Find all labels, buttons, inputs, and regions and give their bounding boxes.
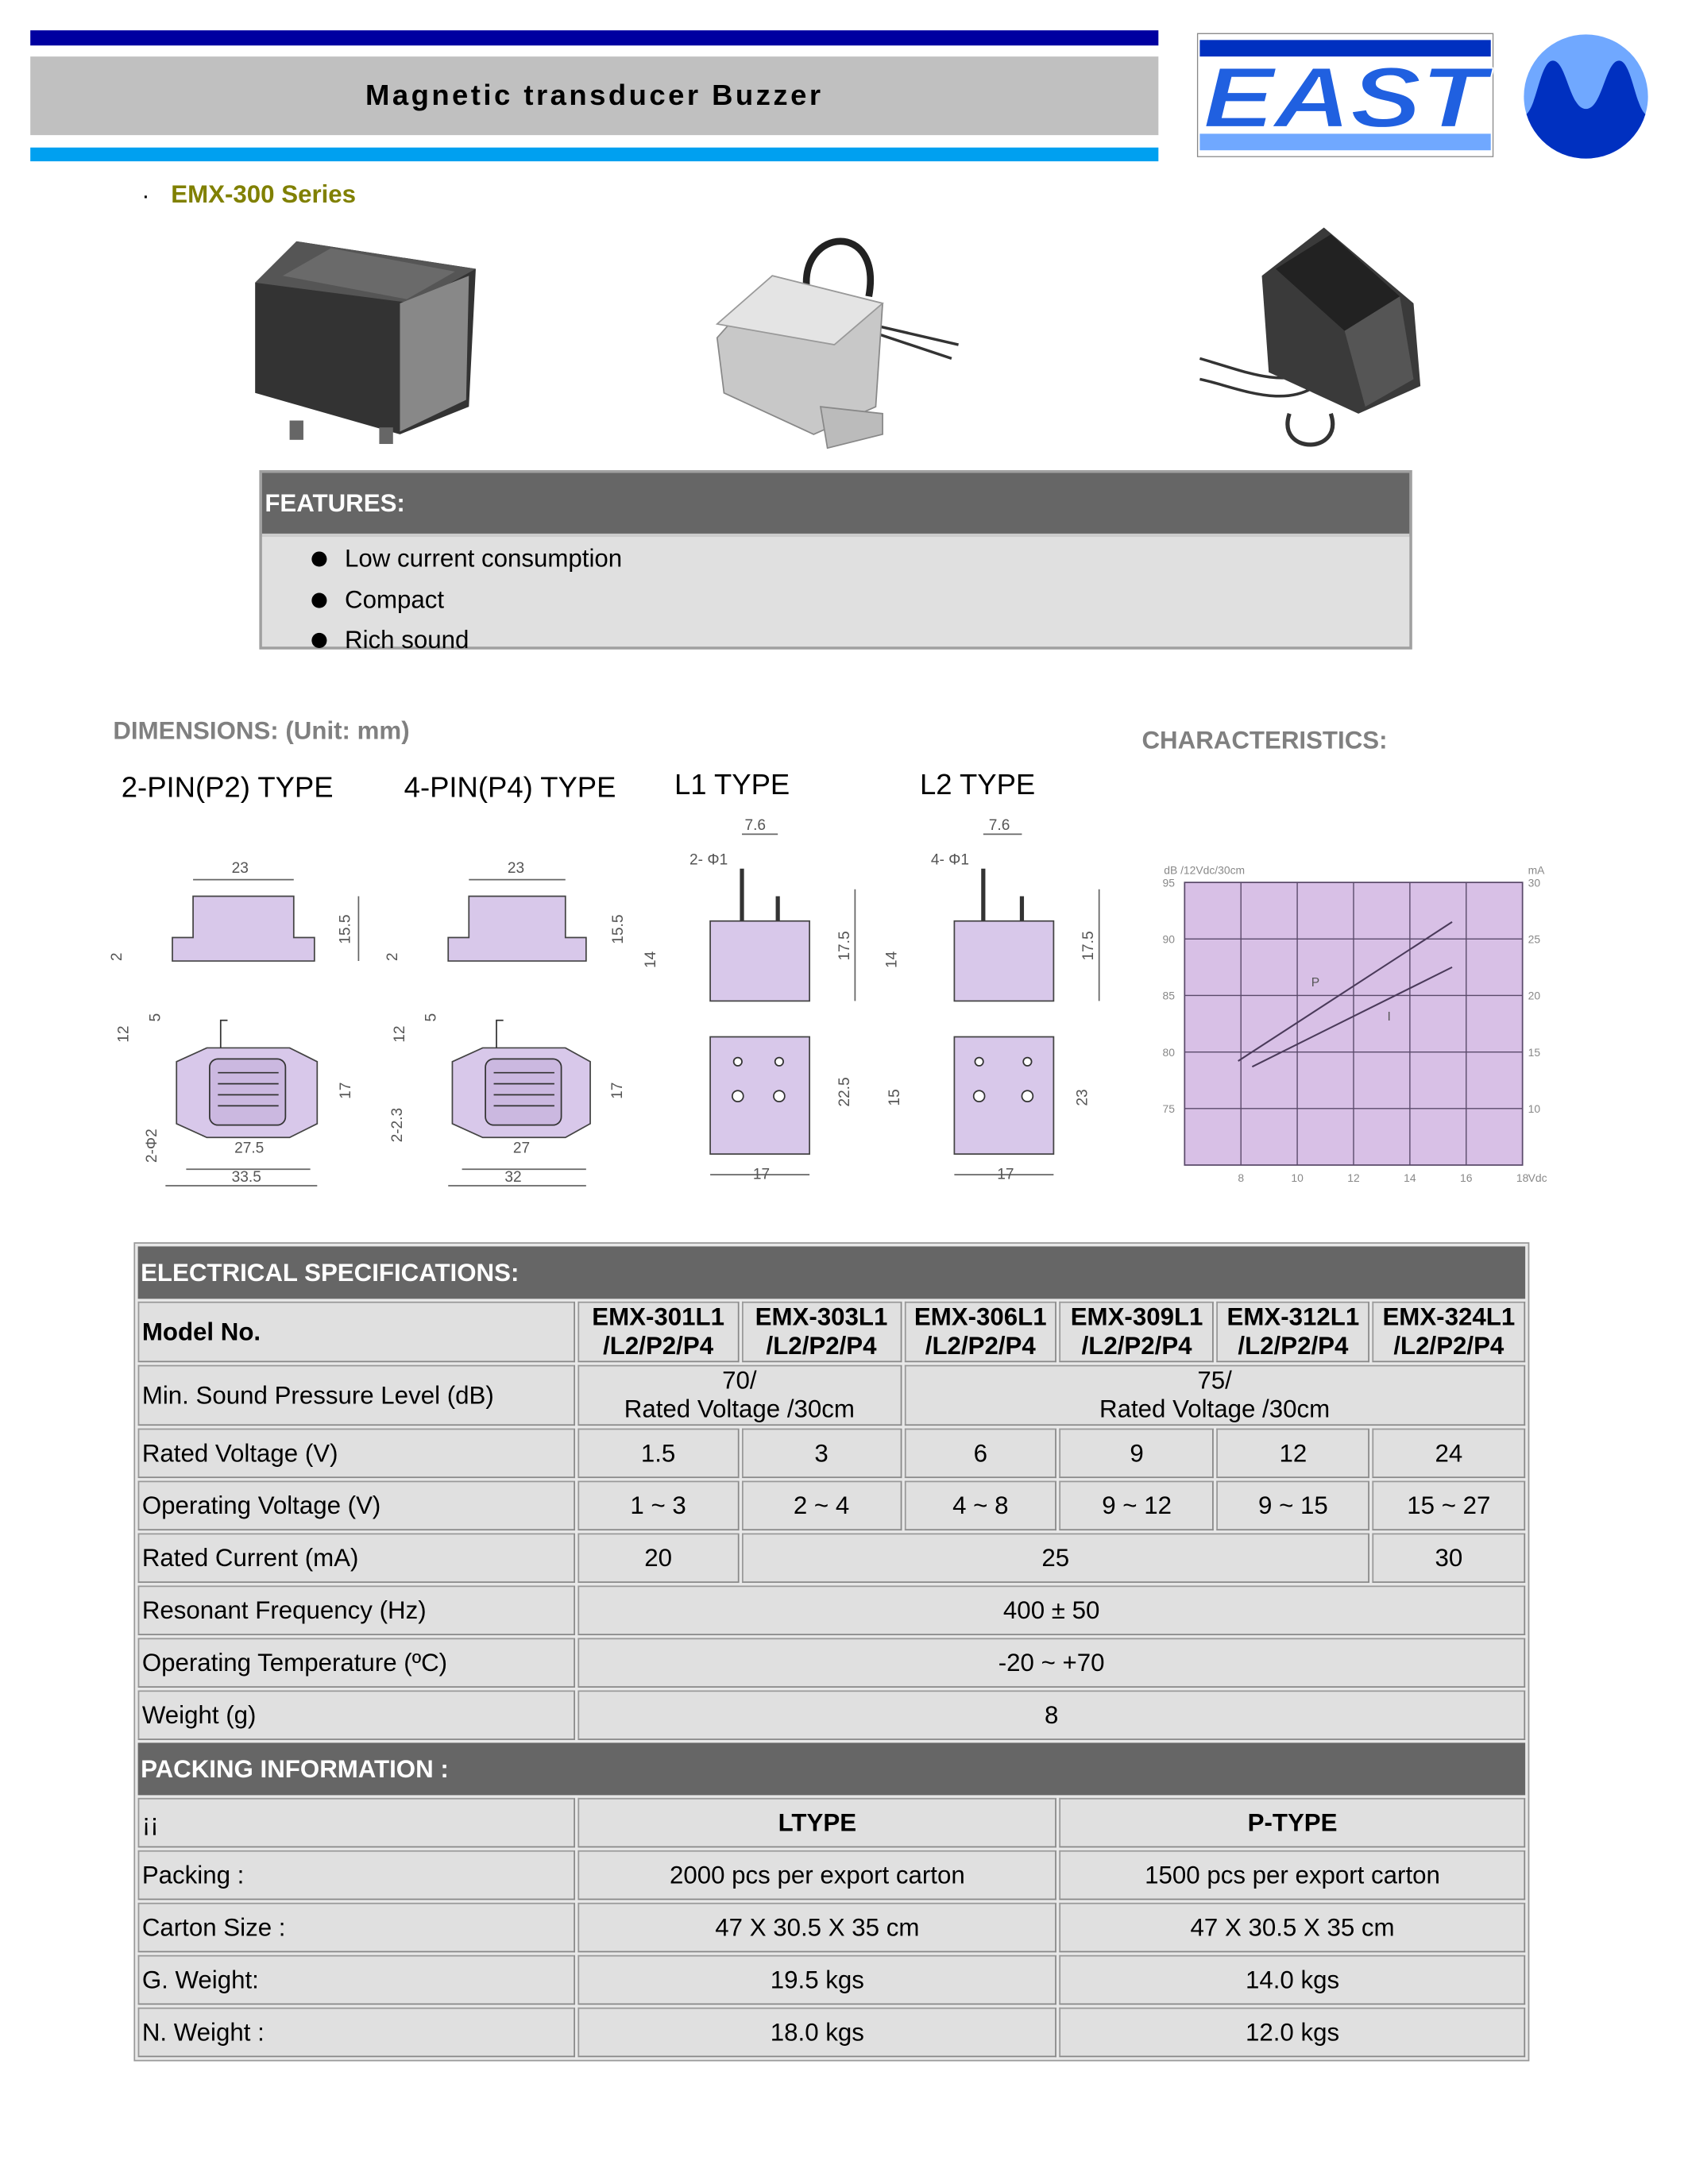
cell-value: 8 [577,1690,1525,1739]
table-row [138,1638,1526,1687]
feature-item: Low current consumption [345,539,1409,580]
y2-tick-label: 10 [1528,1102,1541,1116]
chart-svg [1153,855,1566,1199]
feature-item: Compact [345,580,1409,620]
row-label: Rated Current (mA) [138,1534,575,1583]
cell-value: 30 [1373,1534,1526,1583]
header-bar-light [30,148,1158,161]
dim-label: 4- Φ1 [930,851,970,869]
dim-label: 2-Φ2 [144,1129,160,1163]
dim-label: 15.5 [610,914,628,944]
model-suffix: /L2/P2/P4 [1393,1332,1505,1360]
product-photo-wire-type [1193,221,1427,462]
row-label: G. Weight: [138,1955,575,2005]
y2-tick-label: 30 [1528,876,1541,889]
y-tick-label: 75 [1162,1102,1175,1116]
y-tick-label: 85 [1162,989,1175,1002]
cell-value: 19.5 kgs [577,1955,1056,2005]
table-row [138,1903,1526,1952]
drawing-l1 [643,813,883,1199]
dim-label: 15.5 [337,914,354,944]
series-heading [144,180,356,209]
x-tick-label: 8 [1238,1171,1245,1184]
dim-label: 12 [116,1025,133,1043]
table-row [138,1302,1526,1362]
features-list [262,536,1409,661]
drawing-l2 [884,813,1124,1199]
row-label: Operating Temperature (ºC) [138,1638,575,1687]
x-tick-label: 14 [1404,1171,1416,1184]
table-row [138,2008,1526,2057]
table-row [138,1955,1526,2005]
model-suffix: /L2/P2/P4 [603,1332,714,1360]
table-row [138,1850,1526,1900]
dim-label: 23 [1074,1089,1091,1106]
page-title: Magnetic transducer Buzzer [30,56,1158,135]
dim-label: 5 [423,1013,440,1022]
dim-label: 17 [752,1166,771,1183]
cell-value: 2000 pcs per export carton [577,1850,1056,1900]
model-name: EMX-309L1 [1070,1302,1203,1331]
dim-label: 14 [643,951,660,968]
dim-label: 27.5 [234,1140,265,1157]
dim-label: 2 [384,952,402,962]
table-row [138,1429,1526,1478]
model-name: EMX-306L1 [914,1302,1047,1331]
cell-value: 9 ~ 15 [1217,1481,1369,1530]
row-label: Operating Voltage (V) [138,1481,575,1530]
dim-label: 7.6 [988,817,1010,835]
y2-tick-label: 20 [1528,989,1541,1002]
type-label-l1: L1 TYPE [674,769,790,801]
table-row [138,1534,1526,1583]
drawing-p2 [110,855,373,1199]
characteristics-title: CHARACTERISTICS: [1141,726,1388,754]
column-header: P-TYPE [1060,1798,1525,1847]
y-tick-label: 80 [1162,1045,1175,1059]
features-title: FEATURES: [262,473,1409,536]
dim-label: 23 [231,860,249,878]
dim-label: 17 [609,1082,627,1099]
electrical-title: ELECTRICAL SPECIFICATIONS: [138,1246,1526,1298]
series-label-i: I [1387,1009,1391,1024]
cell-value: 25 [741,1534,1369,1583]
dim-label: 27 [512,1140,531,1157]
model-suffix: /L2/P2/P4 [1238,1332,1349,1360]
dim-label: 17 [997,1166,1014,1183]
model-name: EMX-301L1 [592,1302,724,1331]
x-tick-label: 10 [1291,1171,1304,1184]
bullet: · [143,187,149,207]
y2-axis-label: mA [1528,863,1545,877]
dim-label: 33.5 [231,1169,261,1187]
x-axis-label: Vdc [1528,1171,1547,1184]
dim-label: 22.5 [836,1077,854,1107]
svg-text:EAST: EAST [1203,49,1494,145]
model-suffix: /L2/P2/P4 [766,1332,877,1360]
dim-label: 2 [109,952,126,962]
cell-value: 12 [1217,1429,1369,1478]
dim-label: 23 [507,860,525,878]
dim-label: 7.6 [744,817,767,835]
cell-value: 47 X 30.5 X 35 cm [1060,1903,1525,1952]
row-label: N. Weight : [138,2008,575,2057]
cell-value: 24 [1373,1429,1526,1478]
model-name: EMX-303L1 [755,1302,888,1331]
cell-value: 75/ [1197,1366,1232,1395]
dim-label: 5 [147,1013,164,1022]
wave-logo-icon [1523,33,1650,160]
cell-value: 400 ± 50 [577,1586,1525,1635]
cell-value: -20 ~ +70 [577,1638,1525,1687]
characteristics-chart [1153,855,1566,1199]
dim-label: 32 [504,1169,522,1187]
row-label: ¡¡ [138,1798,575,1847]
row-label: Resonant Frequency (Hz) [138,1586,575,1635]
model-name: EMX-312L1 [1226,1302,1360,1331]
model-name: EMX-324L1 [1382,1302,1516,1331]
type-label-p2: 2-PIN(P2) TYPE [121,772,334,805]
dim-label: 2- Φ1 [689,851,728,869]
series-label: EMX-300 Series [171,180,357,209]
dim-label: 17.5 [1080,931,1098,961]
type-label-p4: 4-PIN(P4) TYPE [404,772,616,805]
cell-value: Rated Voltage /30cm [624,1395,855,1423]
y-tick-label: 90 [1162,932,1175,946]
dim-label: 17 [338,1082,355,1099]
y2-tick-label: 15 [1528,1045,1541,1059]
dim-label: 14 [884,951,901,968]
row-label: Packing : [138,1850,575,1900]
cell-value: 1500 pcs per export carton [1060,1850,1525,1900]
table-row [138,1798,1526,1847]
y-axis-label: dB /12Vdc/30cm [1164,863,1246,877]
series-label-p: P [1311,976,1320,990]
packing-title: PACKING INFORMATION : [138,1742,1526,1795]
feature-item: Rich sound [345,620,1409,661]
cell-value: 20 [577,1534,739,1583]
cell-value: 14.0 kgs [1060,1955,1525,2005]
row-label: Weight (g) [138,1690,575,1739]
model-suffix: /L2/P2/P4 [1081,1332,1192,1360]
cell-value: 15 ~ 27 [1373,1481,1526,1530]
row-label: Carton Size : [138,1903,575,1952]
cell-value: 4 ~ 8 [904,1481,1056,1530]
electrical-spec-table [133,1242,1529,2061]
drawing-p4 [386,855,648,1199]
product-photo-p-type [248,227,482,454]
cell-value: 47 X 30.5 X 35 cm [577,1903,1056,1952]
x-tick-label: 18 [1516,1171,1529,1184]
row-label: Model No. [138,1302,575,1362]
header-bar-dark [30,30,1158,45]
cell-value: 18.0 kgs [577,2008,1056,2057]
east-logo [1197,33,1493,157]
cell-value: 70/ [722,1366,757,1395]
features-panel [259,470,1412,654]
dim-label: 2-2.3 [389,1107,407,1143]
type-label-l2: L2 TYPE [919,769,1036,801]
dim-label: 15 [886,1089,904,1106]
cell-value: 1.5 [577,1429,739,1478]
y-tick-label: 95 [1162,876,1175,889]
cell-value: 1 ~ 3 [577,1481,739,1530]
cell-value: 12.0 kgs [1060,2008,1525,2057]
row-label: Min. Sound Pressure Level (dB) [138,1365,575,1426]
product-photo-l-type [703,227,965,461]
y2-tick-label: 25 [1528,932,1541,946]
cell-value: 3 [741,1429,901,1478]
table-row [138,1690,1526,1739]
dim-label: 17.5 [836,931,854,961]
dimensions-title: DIMENSIONS: (Unit: mm) [113,716,410,745]
cell-value: Rated Voltage /30cm [1099,1395,1331,1423]
cell-value: 9 ~ 12 [1060,1481,1214,1530]
cell-value: 2 ~ 4 [741,1481,901,1530]
x-tick-label: 16 [1460,1171,1473,1184]
table-row [138,1365,1526,1426]
dim-label: 12 [392,1025,409,1043]
model-suffix: /L2/P2/P4 [925,1332,1036,1360]
table-row [138,1586,1526,1635]
column-header: LTYPE [577,1798,1056,1847]
row-label: Rated Voltage (V) [138,1429,575,1478]
cell-value: 9 [1060,1429,1214,1478]
x-tick-label: 12 [1347,1171,1360,1184]
cell-value: 6 [904,1429,1056,1478]
table-row [138,1481,1526,1530]
